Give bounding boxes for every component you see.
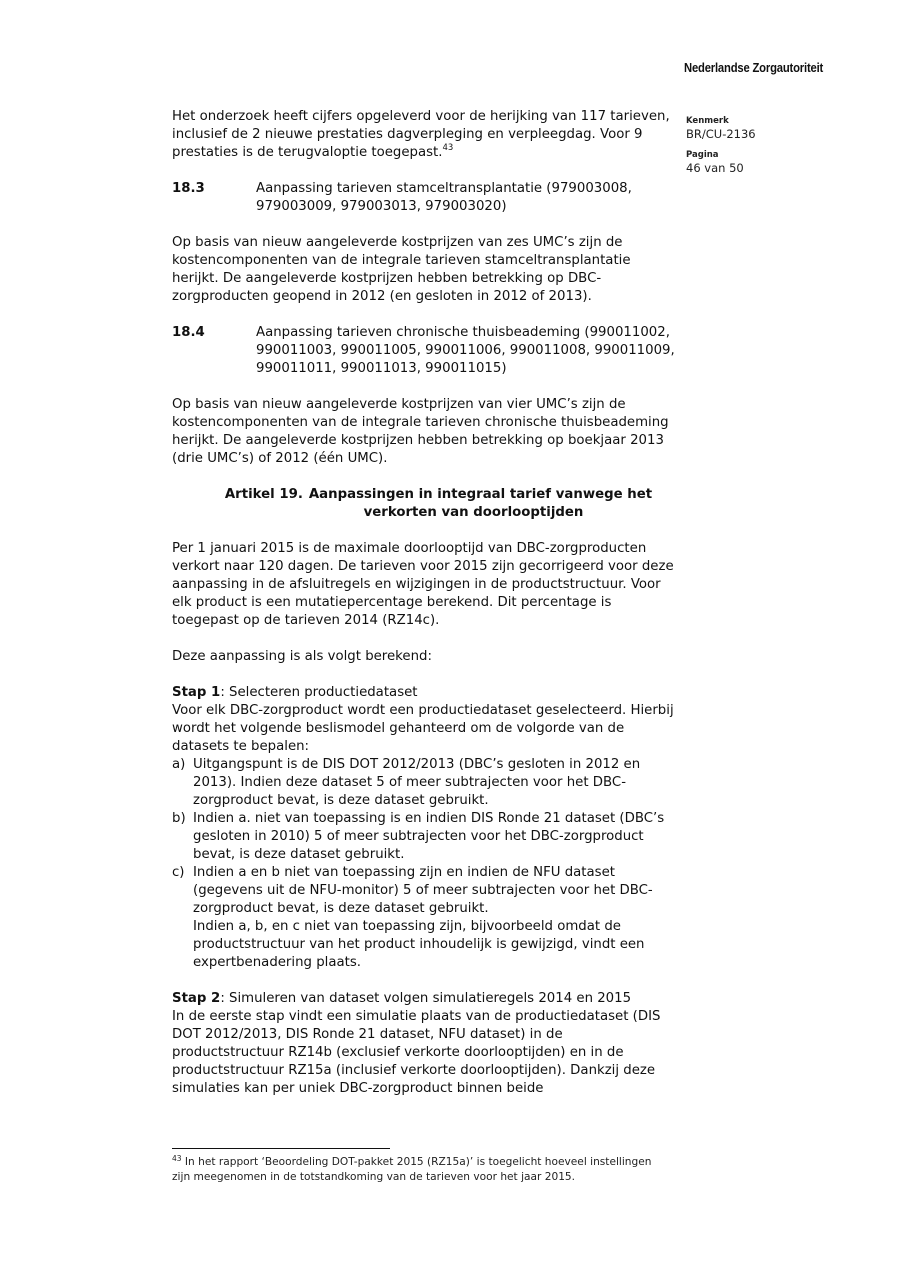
section-title: Aanpassing tarieven chronische thuisbeademing (990011002, 990011003, 990011005, 990011006, 990011008, 990011009, 990011011, 990011013, 990011015) (256, 325, 675, 376)
section-18-4-text: Op basis van nieuw aangeleverde kostprijzen van vier UMC’s zijn de kostencomponenten van de integrale tarieven chronische thuisbeademing herijkt. De aangeleverde kostprijzen hebben betrekking op boekjaar 2013 (drie UMC’s) of 2012 (één UMC). (172, 397, 669, 466)
footnote-text: In het rapport ‘Beoordeling DOT-pakket 2015 (RZ15a)’ is toegelicht hoeveel instellingen zijn meegenomen in de totstandkoming van de tarieven voor het jaar 2015. (172, 1156, 652, 1183)
stap-1-heading: Stap 1: Selecteren productiedataset (172, 685, 418, 700)
artikel-title-line1: Aanpassingen in integraal tarief vanwege het (308, 487, 653, 502)
document-meta (686, 116, 756, 184)
artikel-19-paragraph-1: Per 1 januari 2015 is de maximale doorlooptijd van DBC-zorgproducten verkort naar 120 dagen. De tarieven voor 2015 zijn gecorrigeerd voor deze aanpassing in de afsluitregels en wijzigingen in de productstructuur. Voor elk product is een mutatiepercentage berekend. Dit percentage is toegepast op de tarieven 2014 (RZ14c). (172, 541, 674, 628)
pagina-value: 46 van 50 (686, 161, 744, 175)
stap-1-text: Voor elk DBC-zorgproduct wordt een productiedataset geselecteerd. Hierbij wordt het volgende beslismodel gehanteerd om de volgorde van de datasets te bepalen: (172, 703, 674, 754)
pagina-label: Pagina (686, 150, 719, 160)
section-18-3-heading (172, 180, 677, 216)
section-title: Aanpassing tarieven stamceltransplantatie (979003008, 979003009, 979003013, 979003020) (256, 181, 632, 214)
list-item: a) Uitgangspunt is de DIS DOT 2012/2013 (DBC’s gesloten in 2012 en 2013). Indien deze dataset 5 of meer subtrajecten voor het DBC-zorgproduct bevat, is deze dataset gebruikt. (172, 757, 641, 808)
artikel-19-paragraph-2: Deze aanpassing is als volgt berekend: (172, 649, 432, 664)
document-body (172, 108, 677, 1098)
kenmerk-label: Kenmerk (686, 116, 729, 126)
list-item: c) Indien a en b niet van toepassing zijn en indien de NFU dataset (gegevens uit de NFU-monitor) 5 of meer subtrajecten voor het DBC-zorgproduct bevat, is deze dataset gebruikt. (172, 865, 653, 916)
kenmerk-value: BR/CU-2136 (686, 127, 756, 141)
section-18-3-text: Op basis van nieuw aangeleverde kostprijzen van zes UMC’s zijn de kostencomponenten van de integrale tarieven stamceltransplantatie herijkt. De aangeleverde kostprijzen hebben betrekking op DBC-zorgproducten geopend in 2012 (en gesloten in 2012 of 2013). (172, 235, 631, 304)
list-item: b) Indien a. niet van toepassing is en indien DIS Ronde 21 dataset (DBC’s gesloten in 2010) 5 of meer subtrajecten voor het DBC-zorgproduct bevat, is deze dataset gebruikt. (172, 811, 665, 862)
artikel-19-heading (172, 486, 677, 522)
stap-1-fallback: Indien a, b, en c niet van toepassing zijn, bijvoorbeeld omdat de productstructuur van het product inhoudelijk is gewijzigd, vindt een expertbenadering plaats. (193, 919, 645, 970)
stap-label: Stap 2 (172, 991, 221, 1006)
section-18-4-heading (172, 324, 677, 378)
organization-name: Nederlandse Zorgautoriteit (684, 61, 824, 75)
decision-list (172, 756, 677, 918)
section-number: 18.3 (172, 181, 205, 196)
footnote-divider (172, 1148, 390, 1149)
artikel-number: Artikel 19. (224, 487, 303, 502)
footnote-ref[interactable]: 43 (442, 143, 454, 153)
footnote-number: 43 (172, 1154, 182, 1163)
artikel-title-line2: verkorten van doorlooptijden (363, 505, 584, 520)
intro-paragraph: Het onderzoek heeft cijfers opgeleverd voor de herijking van 117 tarieven, inclusief de 2 nieuwe prestaties dagverpleging en verpleegdag. Voor 9 prestaties is de terugvaloptie toegepast.$^{43}$ (172, 109, 670, 160)
stap-label: Stap 1 (172, 685, 221, 700)
section-number: 18.4 (172, 325, 205, 340)
stap-2-text: In de eerste stap vindt een simulatie plaats van de productiedataset (DIS DOT 2012/2013, DIS Ronde 21 dataset, NFU dataset) in de productstructuur RZ14b (exclusief verkorte doorlooptijden) en in de productstructuur RZ15a (inclusief verkorte doorlooptijden). Dankzij deze simulaties kan per uniek DBC-zorgproduct binnen beide (172, 1009, 661, 1096)
stap-2-heading: Stap 2: Simuleren van dataset volgen simulatieregels 2014 en 2015 (172, 991, 632, 1006)
footnote-43 (172, 1155, 662, 1185)
